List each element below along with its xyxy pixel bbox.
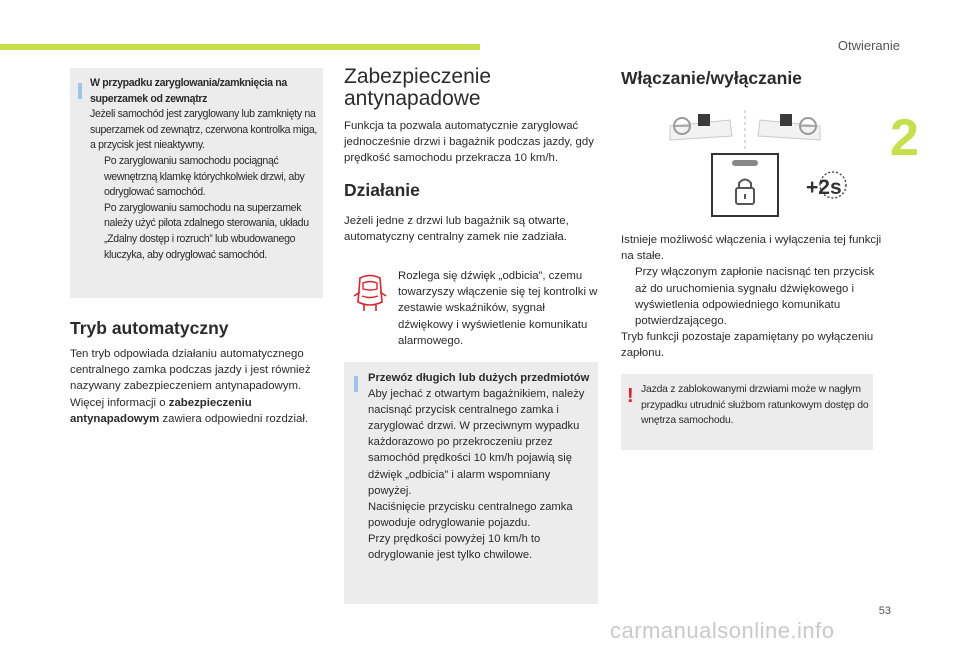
heading-zabezpieczenie <box>344 66 491 110</box>
wlaczanie-paragraph: Tryb funkcji pozostaje zapamiętany po wyłączeniu zapłonu. <box>621 331 874 360</box>
bullet-text: Przy włączonym zapłonie nacisnąć ten przycisk aż do uruchomienia sygnału dźwiękowego i wyświetlenia odpowiedniego komunikatu potwierdzającego. <box>635 266 875 328</box>
reference-suffix: zawiera odpowiedni rozdział. <box>159 412 309 425</box>
bullet-text: Po zaryglowaniu samochodu na superzamek należy użyć pilota zdalnego sterowania, układu „Zdalny dostęp i rozruch” lub wbudowanego kluczyka, aby odryglować samochód. <box>104 201 309 261</box>
page-number: 53 <box>878 605 891 617</box>
info-note-superlock <box>70 68 323 298</box>
heading-wlaczanie: Włączanie/wyłączanie <box>621 68 802 88</box>
warning-note <box>621 374 873 450</box>
accent-bar <box>0 44 480 50</box>
section-title: Otwieranie <box>837 38 900 53</box>
note-text: Przy prędkości powyżej 10 km/h to odryglowanie jest tylko chwilowe. <box>368 532 541 562</box>
note-text: Jazda z zablokowanymi drzwiami może w nagłym przypadku utrudnić służbom ratunkowym dostęp do wnętrza samochodu. <box>641 384 869 427</box>
timer-label: +2s <box>806 176 842 199</box>
zabezpieczenie-text: Funkcja ta pozwala automatycznie zaryglować jednocześnie drzwi i bagażnik podczas jazdy, gdy prędkość samochodu przekracza 10 km/h. <box>344 120 594 165</box>
tryb-reference <box>70 395 326 427</box>
heading-line: Zabezpieczenie <box>344 65 492 88</box>
chapter-number: 2 <box>890 109 919 167</box>
tryb-paragraph: Ten tryb odpowiada działaniu automatycznego centralnego zamka podczas jazdy i jest również nazywany zabezpieczeniem antynapadowym. <box>70 348 311 393</box>
wlaczanie-text <box>621 232 883 362</box>
note-text: Jeżeli samochód jest zaryglowany lub zamknięty na superzamek od zewnątrz, czerwona kontrolka miga, a przycisk jest nieaktywny. <box>90 108 317 152</box>
tryb-text <box>70 346 326 427</box>
reference-prefix: Więcej informacji o <box>70 396 169 409</box>
note-title: W przypadku zaryglowania/zamknięcia na superzamek od zewnątrz <box>90 77 287 105</box>
note-text: Aby jechać z otwartym bagażnikiem, należy nacisnąć przycisk centralnego zamka i zaryglować drzwi. W przeciwnym wypadku każdorazowo po przekroczeniu przez samochód prędkości 10 km/h pojawią się dźwięk „odbicia” i alarm wspomniany powyżej. <box>368 388 585 497</box>
dzialanie-text: Jeżeli jedne z drzwi lub bagażnik są otwarte, automatyczny centralny zamek nie zadziała. <box>344 215 569 244</box>
bullet-icon <box>621 264 635 329</box>
list-item <box>621 264 883 329</box>
bullet-icon <box>90 201 104 263</box>
warning-text: Rozlega się dźwięk „odbicia”, czemu towarzyszy włączenie się tej kontrolki w zestawie wskaźników, sygnał dźwiękowy i wyświetlenie komunikatu alarmowego. <box>398 270 598 347</box>
heading-dzialanie: Działanie <box>344 180 420 200</box>
bullet-icon <box>90 154 104 201</box>
list-item <box>90 201 318 263</box>
list-item <box>90 154 318 201</box>
info-icon <box>354 376 358 392</box>
info-note-przewoz <box>344 362 598 604</box>
heading-line: antynapadowe <box>344 87 481 110</box>
info-icon <box>78 83 82 99</box>
note-text: Naciśnięcie przycisku centralnego zamka powoduje odryglowanie pojazdu. <box>368 500 573 529</box>
warning-icon: ! <box>627 385 634 407</box>
heading-tryb: Tryb automatyczny <box>70 318 229 338</box>
reference-link-text: zabezpieczeniu antynapadowym <box>70 396 252 425</box>
door-open-warning-icon <box>352 272 388 314</box>
wlaczanie-paragraph: Istnieje możliwość włączenia i wyłączenia tej funkcji na stałe. <box>621 234 882 263</box>
watermark: carmanualsonline.info <box>610 618 835 643</box>
bullet-text: Po zaryglowaniu samochodu pociągnąć wewnętrzną klamkę którychkolwiek drzwi, aby odryglować samochód. <box>104 154 305 199</box>
note-title: Przewóz długich lub dużych przedmiotów <box>368 372 590 384</box>
